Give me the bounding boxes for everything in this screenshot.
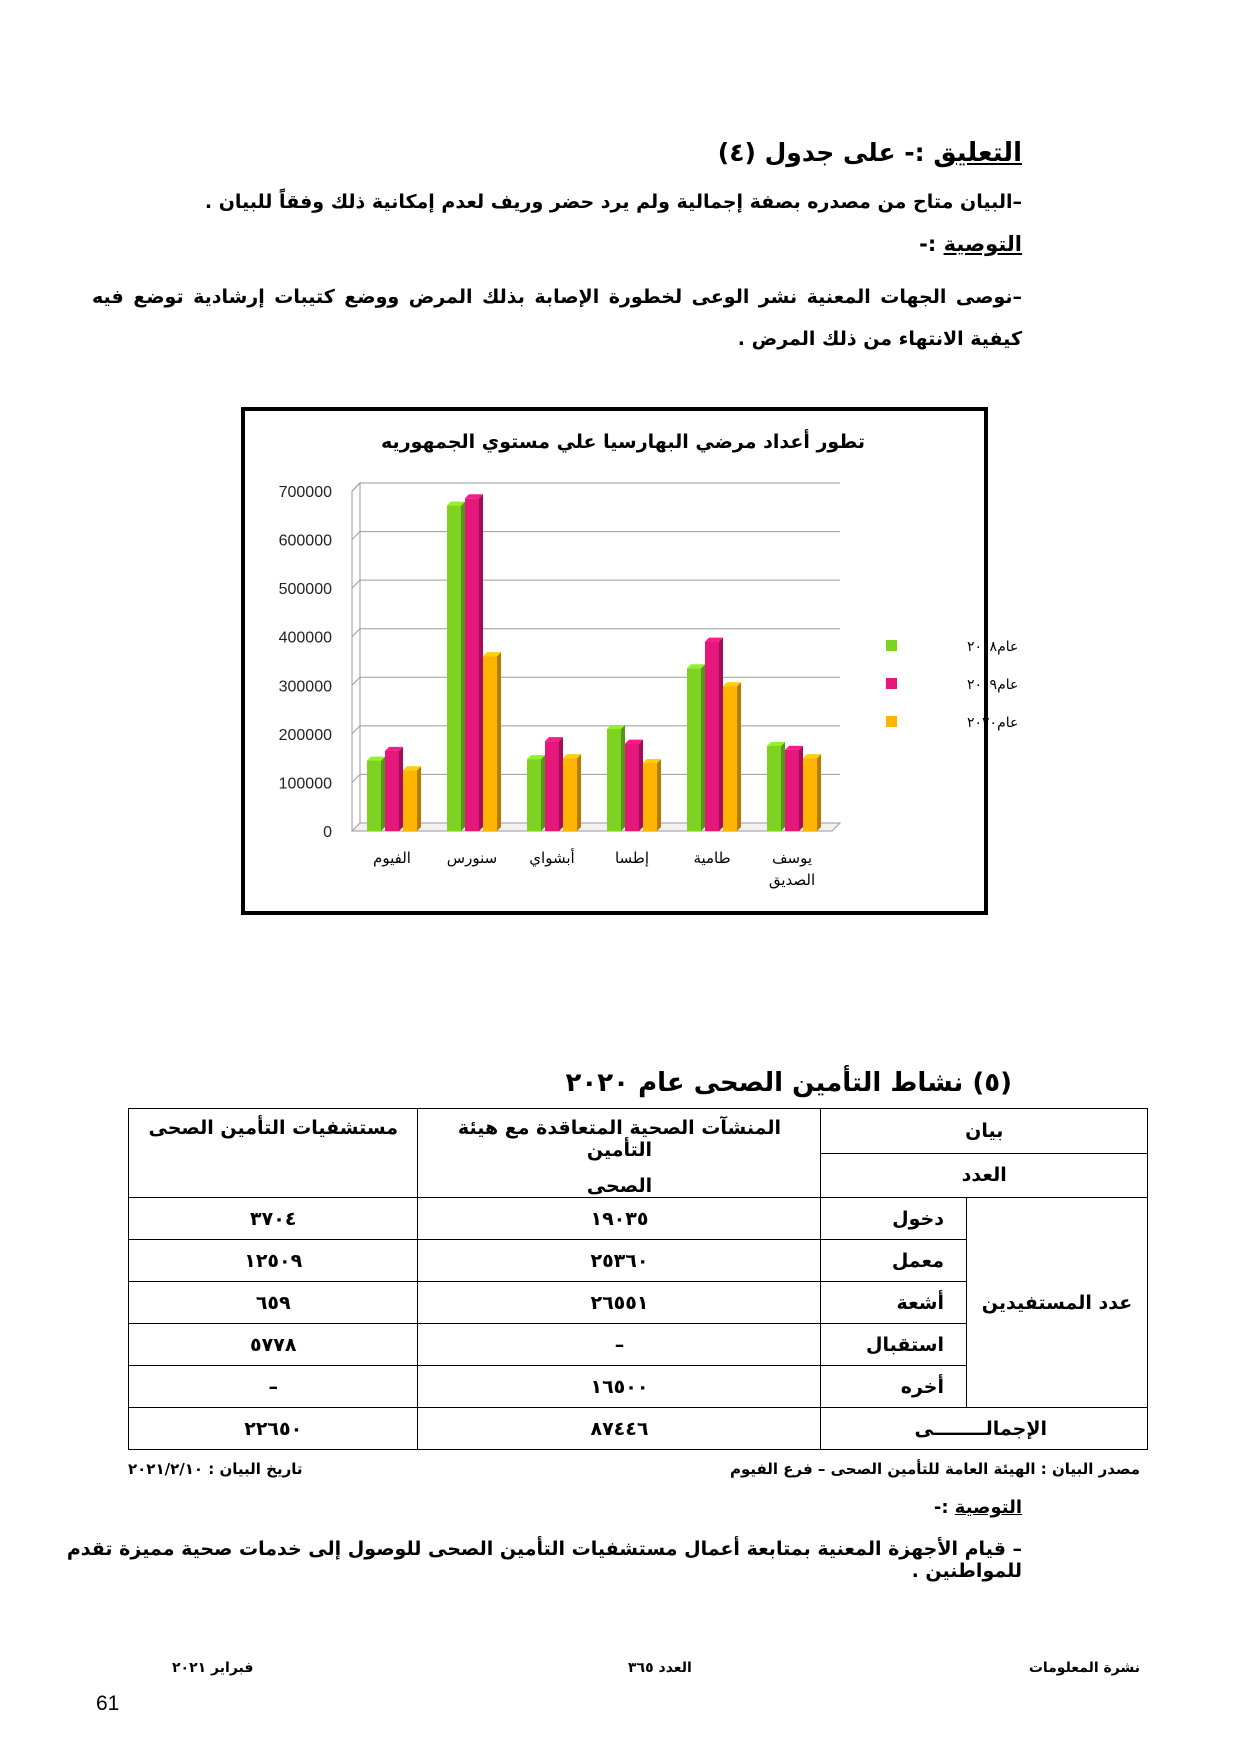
cell-hospitals: ٦٥٩ [129,1282,418,1324]
y-tick-label: 100000 [278,775,332,793]
comment-text: –البيان متاح من مصدره بصفة إجمالية ولم يرد حضر وريف لعدم إمكانية ذلك وفقاً للبيان . [204,191,1022,213]
bar [483,656,497,831]
gridline-diag [352,580,360,588]
bar-side [799,746,803,831]
bar [723,686,737,831]
chart-title: تطور أعداد مرضي البهارسيا علي مستوي الجمهوريه [381,431,865,453]
gridline-diag [352,774,360,782]
chart-floor [352,823,840,831]
recommendation-heading-rest: :- [919,232,944,256]
bar [527,759,541,831]
gridline-diag [352,532,360,540]
table-row [129,1198,1148,1240]
footer-issue: العدد ٣٦٥ [628,1660,692,1676]
header-bayan: بيان [821,1109,1148,1154]
bar-side [381,757,385,831]
recommendation-text: –نوصى الجهات المعنية نشر الوعى لخطورة الإصابة بذلك المرض ووضع كتيبات إرشادية توضع فيه كيفية الانتهاء من ذلك المرض . [92,286,1022,350]
gridline-diag [352,677,360,685]
bar-side [621,725,625,831]
row-label: معمل [821,1240,967,1282]
recommendation2-keyword: التوصية [954,1497,1022,1518]
cell-facilities: ١٦٥٠٠ [418,1366,821,1408]
cell-hospitals: ٣٧٠٤ [129,1198,418,1240]
legend-label: عام٢٠٢٠ [967,715,1019,731]
cell-facilities: ٢٦٥٥١ [418,1282,821,1324]
comment-heading [718,138,1022,168]
legend-label: عام٢٠١٩ [967,677,1019,693]
bar-side [559,737,563,831]
legend-label: عام٢٠١٨ [967,639,1019,655]
legend-swatch [886,640,897,651]
recommendation-keyword: التوصية [943,232,1022,256]
y-tick-label: 200000 [278,726,332,744]
y-tick-label: 400000 [278,629,332,647]
bar [803,758,817,831]
cell-facilities: ٢٥٣٦٠ [418,1240,821,1282]
cell-facilities: ١٩٠٣٥ [418,1198,821,1240]
bar-side [497,652,501,831]
bar [705,642,719,831]
bar [447,506,461,831]
row-label: أشعة [821,1282,967,1324]
bar [465,498,479,831]
insurance-activity-table [128,1108,1148,1450]
bar [643,763,657,831]
y-tick-label: 700000 [278,484,332,501]
bar [563,758,577,831]
bar-side [657,759,661,831]
bar [687,668,701,831]
x-category-label: الصديق [768,871,816,889]
x-category-label: طامية [693,849,731,867]
recommendation-heading [919,232,1022,256]
total-facilities: ٨٧٤٤٦ [418,1408,821,1450]
cell-hospitals: ١٢٥٠٩ [129,1240,418,1282]
footer-publication: نشرة المعلومات [1028,1660,1140,1676]
legend-swatch [886,716,897,727]
y-tick-label: 300000 [278,678,332,696]
recommendation2-text: – قيام الأجهزة المعنية بمتابعة أعمال مستشفيات التأمين الصحى للوصول إلى خدمات صحية مميزة تقدم للمواطنين . [66,1538,1022,1582]
table-title: (٥) نشاط التأمين الصحى عام ٢٠٢٠ [565,1068,1012,1098]
table-total-row [129,1408,1148,1450]
x-category-label: سنورس [446,849,498,867]
bar [385,751,399,831]
total-label: الإجمالــــــــى [821,1408,1148,1450]
bar [785,750,799,831]
bar-side [737,682,741,831]
row-label: دخول [821,1198,967,1240]
cell-hospitals: – [129,1366,418,1408]
cell-hospitals: ٥٧٧٨ [129,1324,418,1366]
footer-date: فبراير ٢٠٢١ [172,1660,254,1676]
header-facilities-line2: الصحى [586,1175,653,1197]
comment-heading-rest: :- على جدول (٤) [717,138,934,167]
bar-side [817,754,821,831]
gridline-diag [352,726,360,734]
total-hospitals: ٢٢٦٥٠ [129,1408,418,1450]
bar-side [577,754,581,831]
recommendation2-heading [934,1497,1022,1518]
bar-side [701,664,705,831]
bar-side [541,755,545,831]
recommendation2-heading-rest: :- [933,1497,955,1518]
header-adad: العدد [821,1153,1148,1198]
x-category-label: يوسف [771,849,813,867]
bar [367,761,381,831]
header-facilities-line1: المنشآت الصحية المتعاقدة مع هيئة التأمين [457,1117,782,1161]
header-hospitals: مستشفيات التأمين الصحى [129,1109,418,1198]
x-category-label: إطسا [614,849,650,867]
header-facilities [418,1109,821,1198]
bar [403,770,417,831]
bar-side [639,740,643,831]
bilharzia-chart [241,407,1019,915]
legend-swatch [886,678,897,689]
x-category-label: الفيوم [373,849,411,867]
bar [767,746,781,831]
y-tick-label: 0 [323,824,332,841]
y-tick-label: 500000 [278,581,332,599]
bar [607,729,621,831]
bar-side [719,638,723,831]
y-tick-label: 600000 [278,532,332,550]
page-number: 61 [96,1692,120,1715]
bar-side [781,742,785,831]
bar-side [461,502,465,831]
bar [625,744,639,831]
data-source: مصدر البيان : الهيئة العامة للتأمين الصحى – فرع الفيوم [729,1460,1140,1478]
bar-side [417,766,421,831]
x-category-label: أبشواي [529,849,575,867]
bar-side [399,747,403,831]
gridline-diag [352,629,360,637]
bar-side [479,494,483,831]
data-date: تاريخ البيان : ٢٠٢١/٢/١٠ [128,1460,303,1478]
chart-svg [245,411,1019,911]
group-label: عدد المستفيدين [967,1198,1148,1408]
row-label: استقبال [821,1324,967,1366]
row-label: أخره [821,1366,967,1408]
cell-facilities: – [418,1324,821,1366]
comment-keyword: التعليق [933,138,1022,168]
gridline-diag [352,483,360,491]
bar [545,741,559,831]
